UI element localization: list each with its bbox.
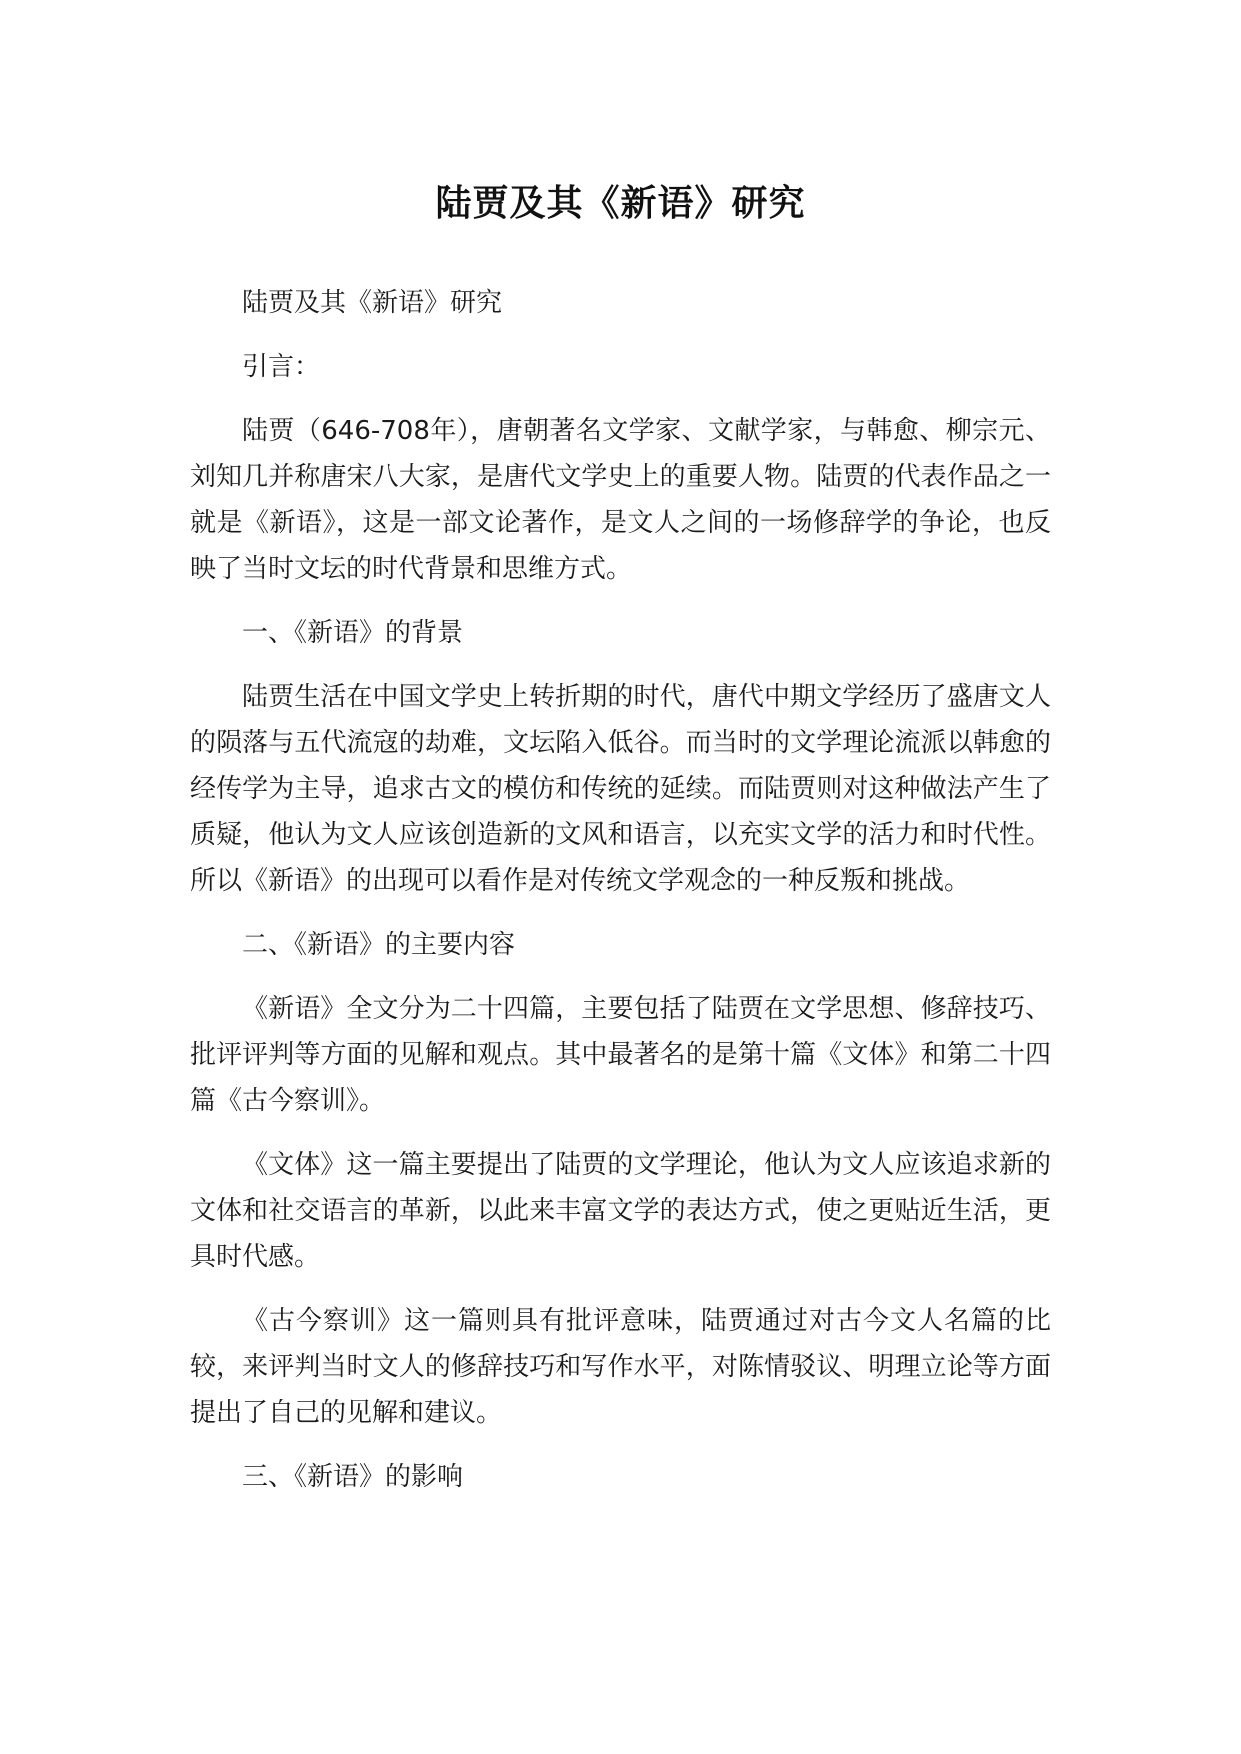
document-title: 陆贾及其《新语》研究 bbox=[435, 183, 806, 224]
paragraph-subtitle: 陆贾及其《新语》研究 bbox=[242, 288, 503, 318]
document-body bbox=[190, 280, 1051, 1500]
paragraph-intro: 陆贾（646-708年），唐朝著名文学家、文献学家，与韩愈、柳宗元、刘知几并称唐宋八大家，是唐代文学史上的重要人物。陆贾的代表作品之一就是《新语》，这是一部文论著作，是文人之间的一场修辞学的争论，也反映了当时文坛的时代背景和思维方式。 bbox=[190, 416, 1051, 584]
paragraph-gujin: 《古今察训》这一篇则具有批评意味，陆贾通过对古今文人名篇的比较，来评判当时文人的修辞技巧和写作水平，对陈情驳议、明理立论等方面提出了自己的见解和建议。 bbox=[190, 1306, 1051, 1428]
section-heading-influence: 三、《新语》的影响 bbox=[242, 1462, 464, 1492]
section-heading-background: 一、《新语》的背景 bbox=[242, 618, 464, 648]
paragraph-wenti: 《文体》这一篇主要提出了陆贾的文学理论，他认为文人应该追求新的文体和社交语言的革新，以此来丰富文学的表达方式，使之更贴近生活，更具时代感。 bbox=[190, 1150, 1051, 1272]
paragraph-intro-heading: 引言： bbox=[242, 352, 321, 382]
section-heading-content: 二、《新语》的主要内容 bbox=[242, 930, 516, 960]
paragraph-content-overview: 《新语》全文分为二十四篇，主要包括了陆贾在文学思想、修辞技巧、批评评判等方面的见解和观点。其中最著名的是第十篇《文体》和第二十四篇《古今察训》。 bbox=[190, 994, 1051, 1116]
paragraph-background: 陆贾生活在中国文学史上转折期的时代，唐代中期文学经历了盛唐文人的陨落与五代流寇的劫难，文坛陷入低谷。而当时的文学理论流派以韩愈的经传学为主导，追求古文的模仿和传统的延续。而陆贾则对这种做法产生了质疑，他认为文人应该创造新的文风和语言，以充实文学的活力和时代性。所以《新语》的出现可以看作是对传统文学观念的一种反叛和挑战。 bbox=[190, 682, 1051, 896]
